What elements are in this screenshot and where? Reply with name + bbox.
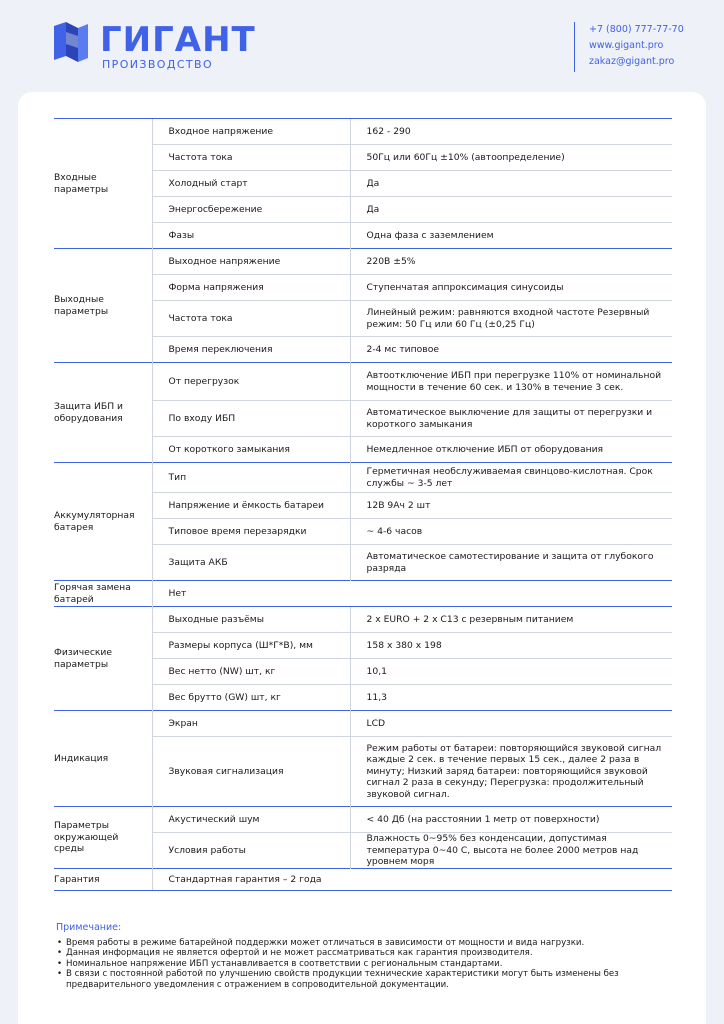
spec-row <box>54 463 672 493</box>
spec-row <box>54 711 672 737</box>
spec-param: Фазы <box>152 223 350 249</box>
notes-list <box>56 938 676 990</box>
spec-param: Энергосбережение <box>152 197 350 223</box>
spec-param: Акустический шум <box>152 807 350 833</box>
spec-value: Да <box>350 197 672 223</box>
spec-param: Холодный старт <box>152 171 350 197</box>
spec-param: Время переключения <box>152 337 350 363</box>
brand-subtitle: ПРОИЗВОДСТВО <box>102 58 214 71</box>
brand-logo-icon <box>52 22 90 66</box>
spec-value: 10,1 <box>350 659 672 685</box>
spec-card <box>18 92 706 1024</box>
spec-value: Герметичная необслуживаемая свинцово-кислотная. Срок службы ~ 3-5 лет <box>350 463 672 493</box>
spec-value: 162 - 290 <box>350 119 672 145</box>
spec-param: От короткого замыкания <box>152 437 350 463</box>
spec-row <box>54 249 672 275</box>
spec-param: Звуковая сигнализация <box>152 737 350 807</box>
spec-param: Форма напряжения <box>152 275 350 301</box>
notes-title: Примечание: <box>56 922 122 933</box>
spec-param: Вес брутто (GW) шт, кг <box>152 685 350 711</box>
spec-value: Режим работы от батареи: повторяющийся звуковой сигнал каждые 2 сек. в течение первых 15 сек., далее 2 раза в минуту; Низкий заряд батареи: повторяющийся звуковой сигнал 2 раза в секунду; Перегрузка: продолжительный звуковой сигнал. <box>350 737 672 807</box>
note-item: • Данная информация не является офертой и не может рассматриваться как гарантия производителя. <box>56 948 676 958</box>
spec-param: Стандартная гарантия – 2 года <box>152 869 672 891</box>
spec-group-label: Горячая замена батарей <box>54 581 152 607</box>
contact-website[interactable]: www.gigant.pro <box>589 40 664 51</box>
spec-param: От перегрузок <box>152 363 350 401</box>
spec-value: 220В ±5% <box>350 249 672 275</box>
note-item: • Время работы в режиме батарейной поддержки может отличаться в зависимости от мощности и вида нагрузки. <box>56 938 676 948</box>
spec-group-label: Аккумуляторная батарея <box>54 463 152 581</box>
spec-row <box>54 363 672 401</box>
page-header <box>0 0 724 90</box>
contact-email[interactable]: zakaz@gigant.pro <box>589 56 675 67</box>
brand-name: ГИГАНТ <box>100 20 256 60</box>
spec-param: Тип <box>152 463 350 493</box>
spec-value: LCD <box>350 711 672 737</box>
spec-group-label: Параметры окружающей среды <box>54 807 152 869</box>
spec-value: Ступенчатая аппроксимация синусоиды <box>350 275 672 301</box>
spec-param: Условия работы <box>152 833 350 869</box>
spec-value: Автоматическое выключение для защиты от перегрузки и короткого замыкания <box>350 401 672 437</box>
spec-group-label: Индикация <box>54 711 152 807</box>
spec-row <box>54 581 672 607</box>
spec-param: Выходные разъёмы <box>152 607 350 633</box>
spec-param: Напряжение и ёмкость батареи <box>152 493 350 519</box>
spec-group-label: Входные параметры <box>54 119 152 249</box>
spec-group-label: Защита ИБП и оборудования <box>54 363 152 463</box>
spec-param: Частота тока <box>152 145 350 171</box>
spec-row <box>54 119 672 145</box>
spec-value: < 40 Дб (на расстоянии 1 метр от поверхности) <box>350 807 672 833</box>
spec-row <box>54 607 672 633</box>
spec-group-label: Выходные параметры <box>54 249 152 363</box>
spec-value: Да <box>350 171 672 197</box>
spec-value: 12В 9Ач 2 шт <box>350 493 672 519</box>
spec-row <box>54 807 672 833</box>
spec-group-label: Гарантия <box>54 869 152 891</box>
spec-group-label: Физические параметры <box>54 607 152 711</box>
spec-value: Линейный режим: равняются входной частоте Резервный режим: 50 Гц или 60 Гц (±0,25 Гц) <box>350 301 672 337</box>
spec-param: Экран <box>152 711 350 737</box>
spec-param: Размеры корпуса (Ш*Г*В), мм <box>152 633 350 659</box>
spec-value: Влажность 0~95% без конденсации, допустимая температура 0~40 С, высота не более 2000 метров над уровнем моря <box>350 833 672 869</box>
spec-row <box>54 869 672 891</box>
note-item: • В связи с постоянной работой по улучшению свойств продукции технические характеристики могут быть изменены без предварительного уведомления с отражением в сопроводительной документации. <box>56 969 676 990</box>
spec-param: Типовое время перезарядки <box>152 519 350 545</box>
contacts <box>574 22 684 72</box>
spec-param: Вес нетто (NW) шт, кг <box>152 659 350 685</box>
spec-value: Автоматическое самотестирование и защита от глубокого разряда <box>350 545 672 581</box>
spec-value: ~ 4-6 часов <box>350 519 672 545</box>
spec-param: Частота тока <box>152 301 350 337</box>
notes <box>56 922 676 990</box>
spec-value: 2 x EURO + 2 x C13 с резервным питанием <box>350 607 672 633</box>
spec-param: Защита АКБ <box>152 545 350 581</box>
spec-value: 50Гц или 60Гц ±10% (автоопределение) <box>350 145 672 171</box>
spec-value: Немедленное отключение ИБП от оборудования <box>350 437 672 463</box>
contact-phone[interactable]: +7 (800) 777-77-70 <box>589 24 684 35</box>
spec-param: Выходное напряжение <box>152 249 350 275</box>
spec-table <box>54 118 672 891</box>
spec-value: Одна фаза с заземлением <box>350 223 672 249</box>
spec-value: Автоотключение ИБП при перегрузке 110% от номинальной мощности в течение 60 сек. и 130% в течение 3 сек. <box>350 363 672 401</box>
spec-value: 11,3 <box>350 685 672 711</box>
spec-param: Нет <box>152 581 672 607</box>
note-item: • Номинальное напряжение ИБП устанавливается в соответствии с региональным стандартами. <box>56 959 676 969</box>
spec-param: По входу ИБП <box>152 401 350 437</box>
spec-value: 2-4 мс типовое <box>350 337 672 363</box>
spec-value: 158 x 380 x 198 <box>350 633 672 659</box>
spec-param: Входное напряжение <box>152 119 350 145</box>
